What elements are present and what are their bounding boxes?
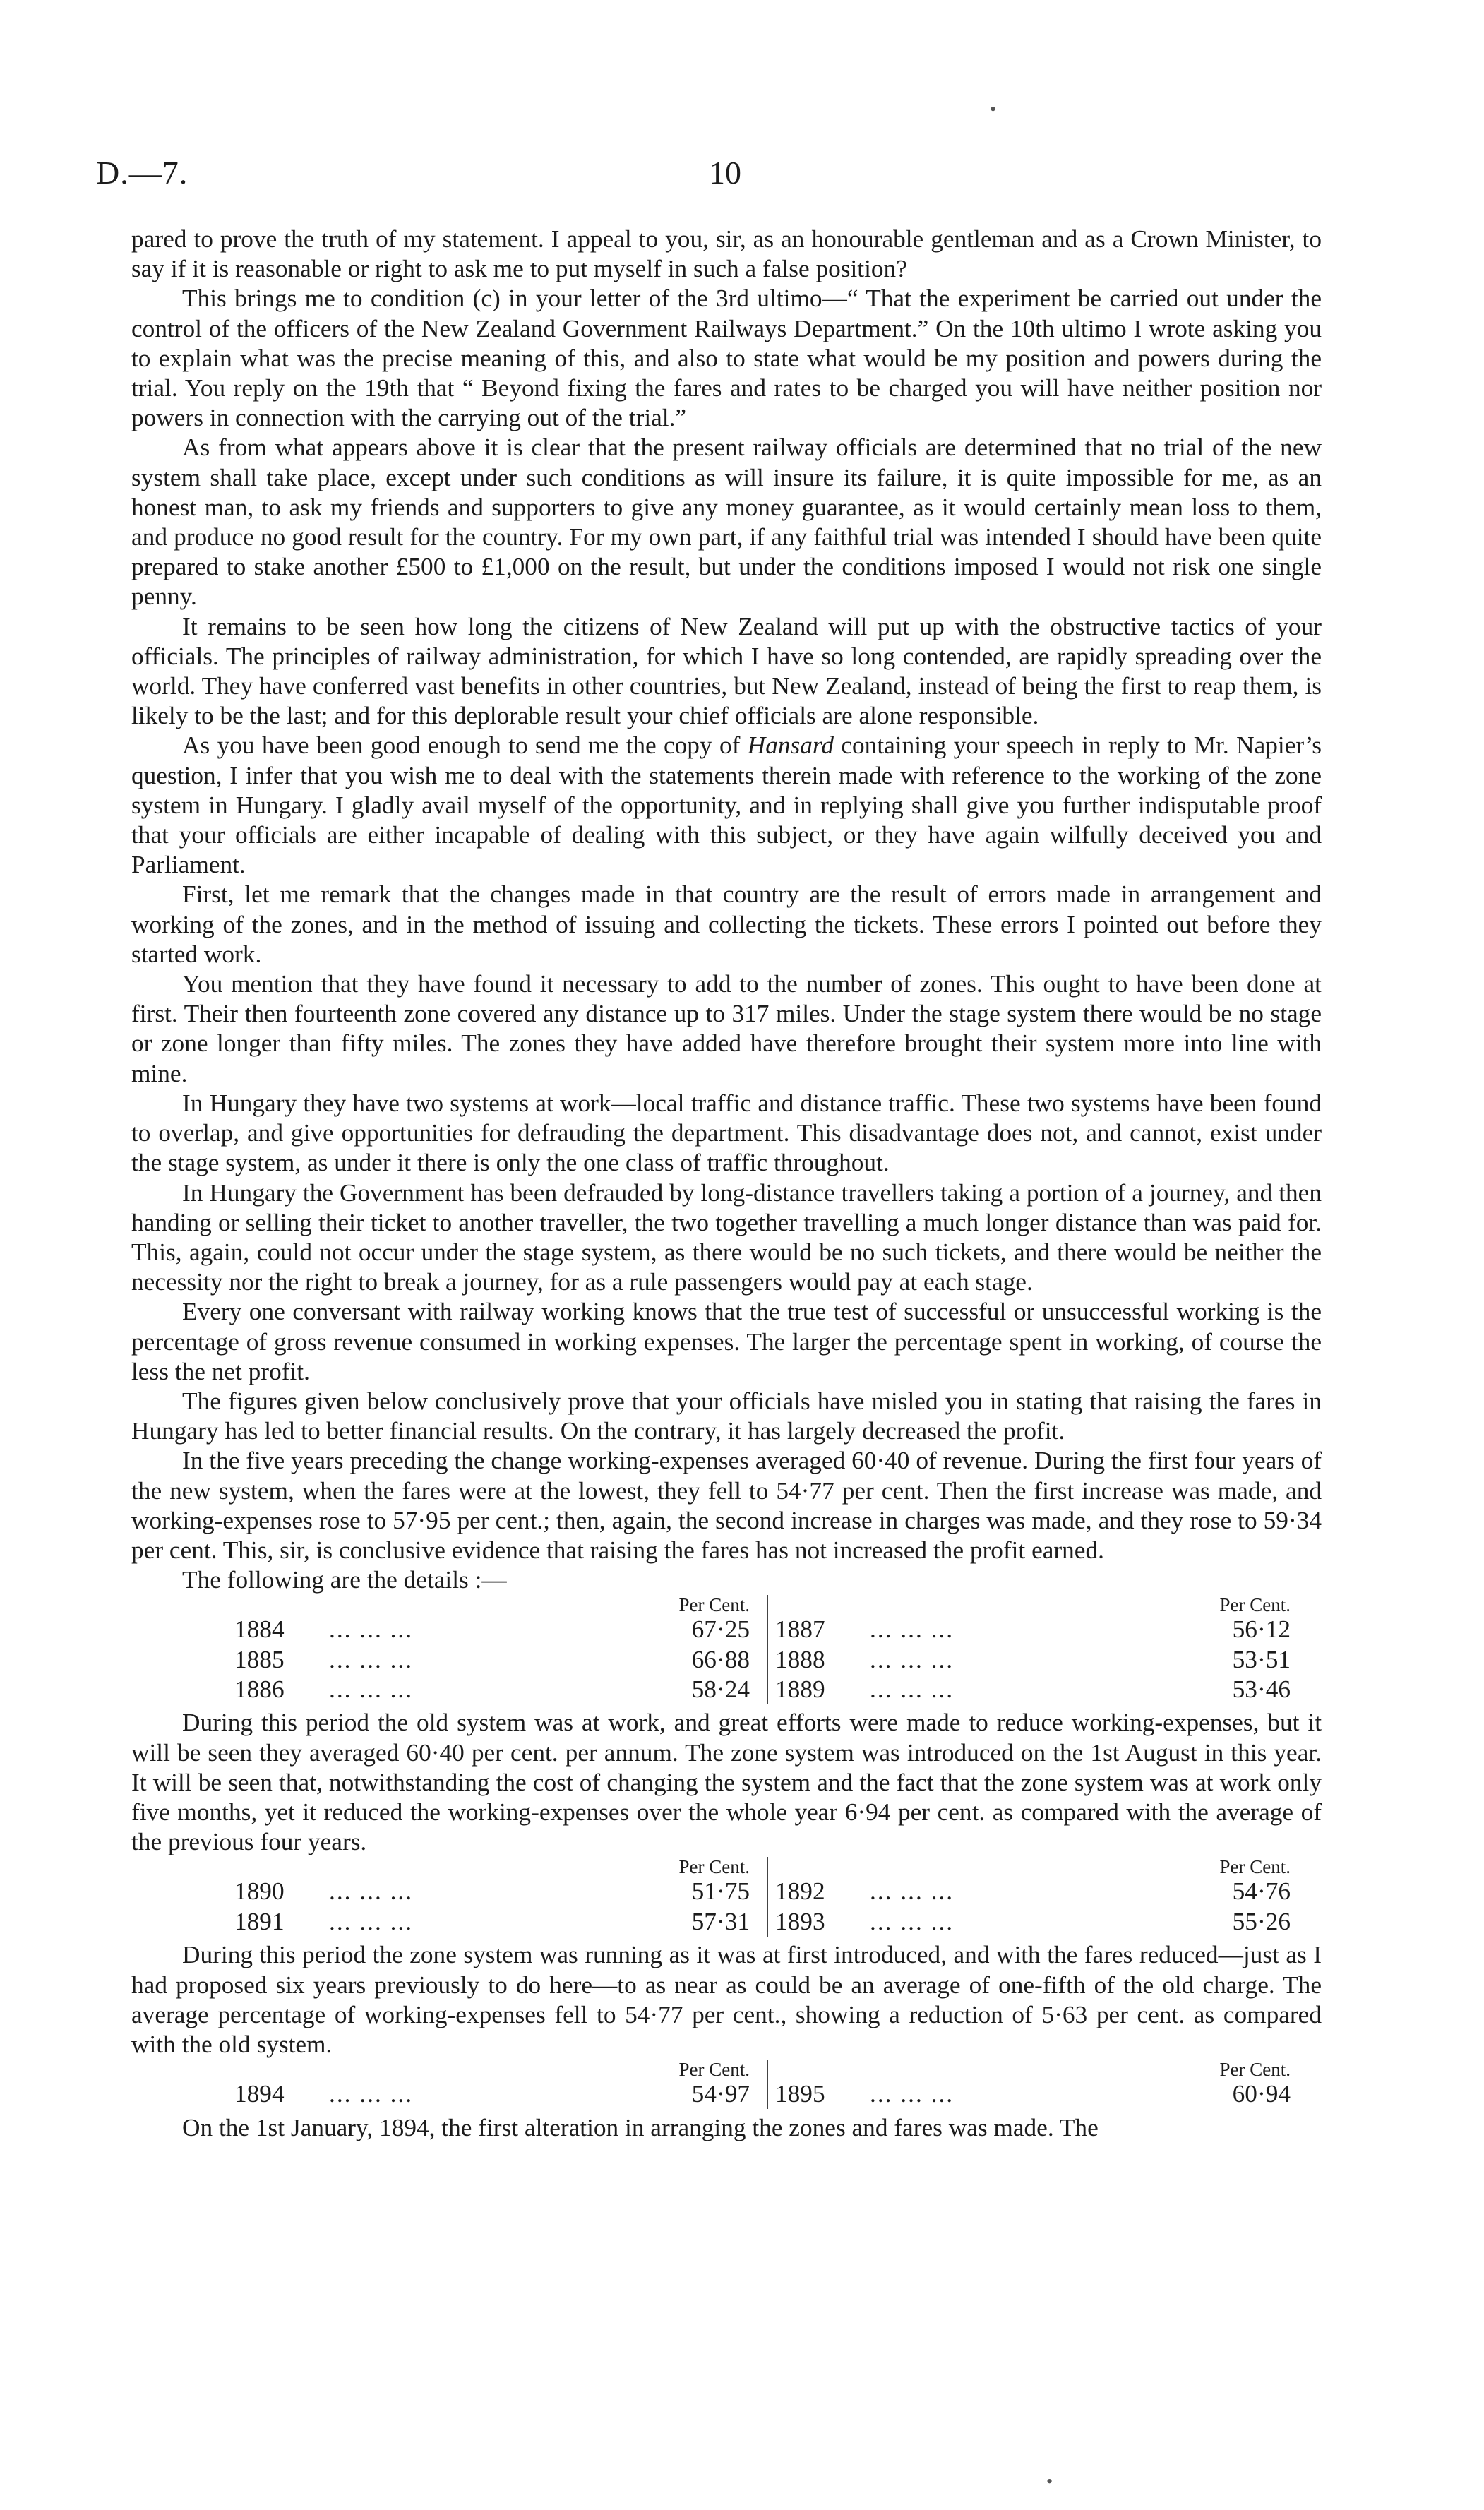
leader-dots: ... ... ...: [329, 1615, 414, 1644]
paragraph: On the 1st January, 1894, the first alteration in arranging the zones and fares was made. The: [182, 2114, 1099, 2142]
per-cent-heading: Per Cent.: [678, 2059, 750, 2081]
table-value: 66·88: [691, 1645, 750, 1673]
table-row: [775, 1615, 1295, 1644]
paragraph: As from what appears above it is clear that the present railway officials are determined that no trial of the new system shall take place, except under such conditions as will insure its failure, it is quite impossible for me, as an honest man, to ask my friends and supporters to give any money guarantee, as it would certainly mean loss to them, and produce no good result for the country. For my own part, if any faithful trial was intended I should have been quite prepared to stake another £500 to £1,000 on the result, but under the conditions imposed I would not risk one single penny.: [131, 434, 1322, 611]
paragraph: First, let me remark that the changes made in that country are the result of errors made in arrangement and working of the zones, and in the method of issuing and collecting the tickets. These errors I pointed out before they started work.: [131, 880, 1322, 968]
paragraph: In Hungary they have two systems at work—local traffic and distance traffic. These two systems have been found to overlap, and give opportunities for defrauding the department. This disadvantage does not, and cannot, exist under the stage system, as under it there is only the one class of traffic throughout.: [131, 1089, 1322, 1177]
table-column-right: [767, 1857, 1295, 1936]
per-cent-heading: Per Cent.: [678, 1856, 750, 1878]
per-cent-heading: Per Cent.: [1219, 1856, 1291, 1878]
report-reference: D.—7.: [96, 155, 189, 191]
page-number: 10: [709, 155, 741, 191]
table-value: 56·12: [1232, 1615, 1291, 1644]
per-cent-heading: Per Cent.: [678, 1594, 750, 1616]
table-value: 55·26: [1232, 1907, 1291, 1935]
table-value: 53·46: [1232, 1675, 1291, 1703]
table-value: 54·76: [1232, 1877, 1291, 1906]
paragraph-text: containing your speech in reply to Mr. Napier’s question, I infer that you wish me to deal with the statements therein made with reference to the working of the zone system in Hungary. I gladly avail myself of the opportunity, and in replying shall give you further indisputable proof that your officials are either incapable of dealing with this subject, or they have again wilfully deceived you and Parliament.: [131, 731, 1322, 879]
paragraph: It remains to be seen how long the citizens of New Zealand will put up with the obstructive tactics of your officials. The principles of railway administration, for which I have so long contended, are rapidly spreading over the world. They have conferred vast benefits in other countries, but New Zealand, instead of being the first to reap them, is likely to be the last; and for this deplorable result your chief officials are alone responsible.: [131, 612, 1322, 730]
table-year: 1888: [775, 1645, 825, 1673]
paragraph: The following are the details :—: [182, 1566, 507, 1594]
paragraph: In Hungary the Government has been defrauded by long-distance travellers taking a portion of a journey, and then handing or selling their ticket to another traveller, the two together travelling a much longer distance than was paid for. This, again, could not occur under the stage system, as there would be no such tickets, and there would be neither the necessity nor the right to break a journey, for as a rule passengers would pay at each stage.: [131, 1178, 1322, 1296]
table-value: 57·31: [691, 1907, 750, 1935]
paragraph: pared to prove the truth of my statement. I appeal to you, sir, as an honourable gentleman and as a Crown Minister, to say if it is reasonable or right to ask me to put myself in such a false position?: [131, 225, 1322, 283]
per-cent-heading: Per Cent.: [1219, 1594, 1291, 1616]
per-cent-heading: Per Cent.: [1219, 2059, 1291, 2081]
table-year: 1892: [775, 1877, 825, 1906]
table-row: [234, 1675, 754, 1704]
leader-dots: ... ... ...: [870, 1645, 955, 1673]
leader-dots: ... ... ...: [329, 1877, 414, 1906]
table-row: [234, 1907, 754, 1937]
table-value: 51·75: [691, 1877, 750, 1906]
table-year: 1885: [234, 1645, 285, 1673]
table-year: 1886: [234, 1675, 285, 1703]
table-value: 54·97: [691, 2080, 750, 2108]
leader-dots: ... ... ...: [870, 1877, 955, 1906]
table-row: [775, 1907, 1295, 1937]
expenses-table-1890-1893: [234, 1857, 1364, 1940]
table-year: 1890: [234, 1877, 285, 1906]
table-row: [775, 1877, 1295, 1906]
leader-dots: ... ... ...: [870, 2080, 955, 2108]
table-row: [775, 2079, 1295, 2109]
expenses-table-1894-1895: [234, 2060, 1364, 2113]
paragraph: The figures given below conclusively prove that your officials have misled you in stating that raising the fares in Hungary has led to better financial results. On the contrary, it has largely decreased the profit.: [131, 1387, 1322, 1445]
paragraph-text: As you have been good enough to send me the copy of: [182, 731, 748, 760]
scan-speck: •: [1046, 2471, 1053, 2492]
expenses-table-1884-1889: [234, 1595, 1364, 1708]
hansard-title: Hansard: [747, 731, 834, 760]
table-column-left: [234, 1595, 754, 1704]
table-column-left: [234, 1857, 754, 1936]
leader-dots: ... ... ...: [329, 1645, 414, 1673]
paragraph: This brings me to condition (c) in your letter of the 3rd ultimo—“ That the experiment be carried out under the control of the officers of the New Zealand Government Railways Department.” On the 10th ultimo I wrote asking you to explain what was the precise meaning of this, and also to state what would be my position and powers during the trial. You reply on the 19th that “ Beyond fixing the fares and rates to be charged you will have neither position nor powers in connection with the carrying out of the trial.”: [131, 285, 1322, 432]
table-year: 1884: [234, 1615, 285, 1644]
letter-body: [131, 225, 1322, 2143]
table-value: 60·94: [1232, 2080, 1291, 2108]
table-year: 1889: [775, 1675, 825, 1703]
leader-dots: ... ... ...: [329, 2080, 414, 2108]
table-year: 1895: [775, 2080, 825, 2108]
table-row: [234, 2079, 754, 2109]
table-year: 1891: [234, 1907, 285, 1935]
table-value: 67·25: [691, 1615, 750, 1644]
paragraph: During this period the old system was at work, and great efforts were made to reduce working-expenses, but it will be seen they averaged 60·40 per cent. per annum. The zone system was introduced on the 1st August in this year. It will be seen that, notwithstanding the cost of changing the system and the fact that the zone system was at work only five months, yet it reduced the working-expenses over the whole year 6·94 per cent. as compared with the average of the previous four years.: [131, 1709, 1322, 1856]
table-year: 1887: [775, 1615, 825, 1644]
table-row: [234, 1615, 754, 1644]
paragraph: [131, 731, 1322, 880]
table-value: 53·51: [1232, 1645, 1291, 1673]
leader-dots: ... ... ...: [329, 1675, 414, 1703]
table-column-left: [234, 2060, 754, 2109]
paragraph: During this period the zone system was running as it was at first introduced, and with the fares reduced—just as I had proposed six years previously to do here—to as near as could be an average of one-fifth of the old charge. The average percentage of working-expenses fell to 54·77 per cent., showing a reduction of 5·63 per cent. as compared with the old system.: [131, 1941, 1322, 2058]
table-column-right: [767, 2060, 1295, 2109]
table-row: [775, 1645, 1295, 1675]
leader-dots: ... ... ...: [329, 1907, 414, 1935]
table-row: [234, 1877, 754, 1906]
leader-dots: ... ... ...: [870, 1615, 955, 1644]
scan-speck: •: [990, 99, 997, 119]
table-row: [234, 1645, 754, 1675]
table-year: 1894: [234, 2080, 285, 2108]
leader-dots: ... ... ...: [870, 1907, 955, 1935]
table-row: [775, 1675, 1295, 1704]
paragraph: Every one conversant with railway working knows that the true test of successful or unsuccessful working is the percentage of gross revenue consumed in working expenses. The larger the percentage spent in working, of course the less the net profit.: [131, 1298, 1322, 1385]
paragraph: In the five years preceding the change working-expenses averaged 60·40 of revenue. During the first four years of the new system, when the fares were at the lowest, they fell to 54·77 per cent. Then the first increase was made, and working-expenses rose to 57·95 per cent.; then, again, the second increase in charges was made, and they rose to 59·34 per cent. This, sir, is conclusive evidence that raising the fares has not increased the profit earned.: [131, 1447, 1322, 1564]
paragraph: You mention that they have found it necessary to add to the number of zones. This ought to have been done at first. Their then fourteenth zone covered any distance up to 317 miles. Under the stage system there would be no stage or zone longer than fifty miles. The zones they have added have therefore brought their system more into line with mine.: [131, 970, 1322, 1087]
table-column-right: [767, 1595, 1295, 1704]
table-value: 58·24: [691, 1675, 750, 1703]
table-year: 1893: [775, 1907, 825, 1935]
leader-dots: ... ... ...: [870, 1675, 955, 1703]
